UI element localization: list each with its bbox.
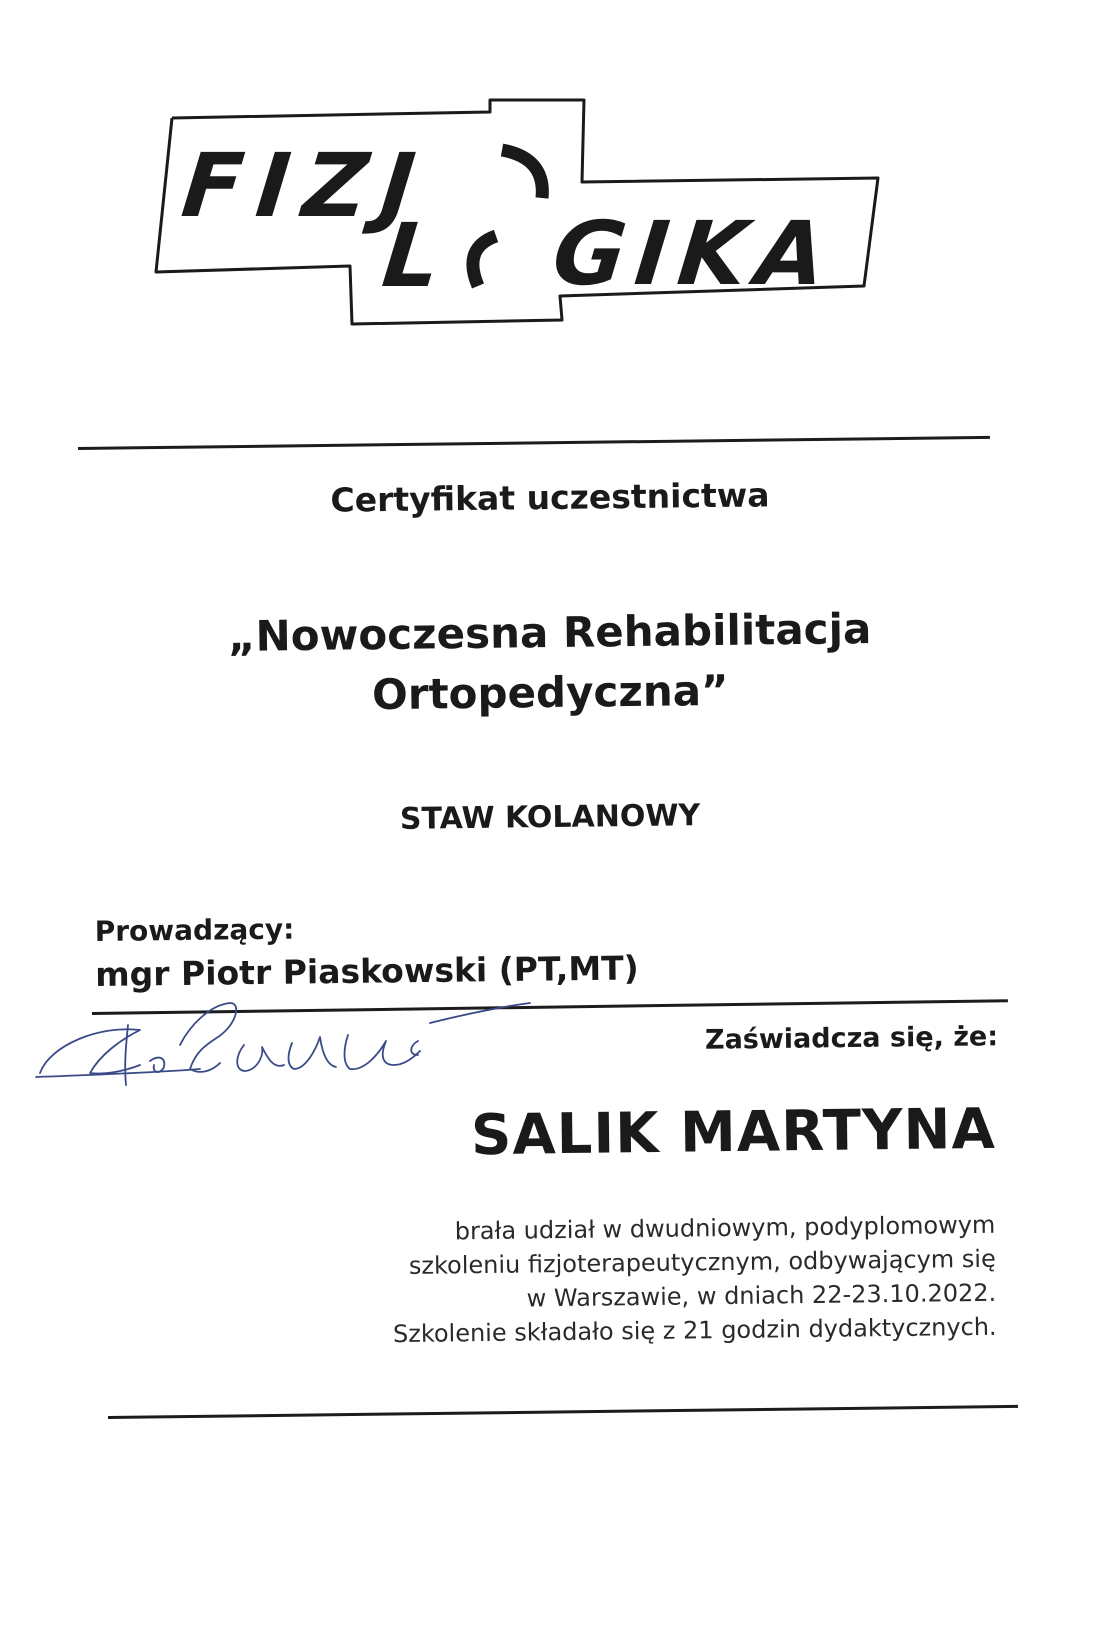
handwritten-signature [30, 985, 550, 1095]
description-line-2: szkoleniu fizjoterapeutycznym, odbywającym się [408, 1244, 996, 1280]
course-title-line-1: „Nowoczesna Rehabilitacja [227, 604, 872, 661]
description-line-3: w Warszawie, w dniach 22-23.10.2022. [526, 1278, 997, 1313]
top-divider [78, 436, 990, 450]
course-title [99, 598, 1000, 729]
svg-text:FIZJ: FIZJ [177, 134, 434, 237]
recipient-name: SALIK MARTYNA [470, 1096, 997, 1169]
attestation-label: Zaświadcza się, że: [704, 1021, 999, 1056]
fizjologika-logo [150, 98, 890, 330]
certificate-description [295, 1208, 997, 1353]
course-title-line-2: Ortopedyczna” [371, 665, 729, 720]
instructor-label: Prowadzący: [94, 912, 295, 949]
description-line-4: Szkolenie składało się z 21 godzin dydaktycznych. [392, 1312, 997, 1349]
certificate-title: Certyfikat uczestnictwa [330, 475, 770, 520]
svg-text:L: L [378, 204, 445, 307]
bottom-divider [108, 1405, 1018, 1419]
instructor-name: mgr Piotr Piaskowski (PT,MT) [95, 948, 639, 994]
svg-text:GIKA: GIKA [548, 202, 841, 305]
course-subtitle: STAW KOLANOWY [399, 798, 701, 837]
description-line-1: brała udział w dwudniowym, podyplomowym [454, 1210, 996, 1246]
